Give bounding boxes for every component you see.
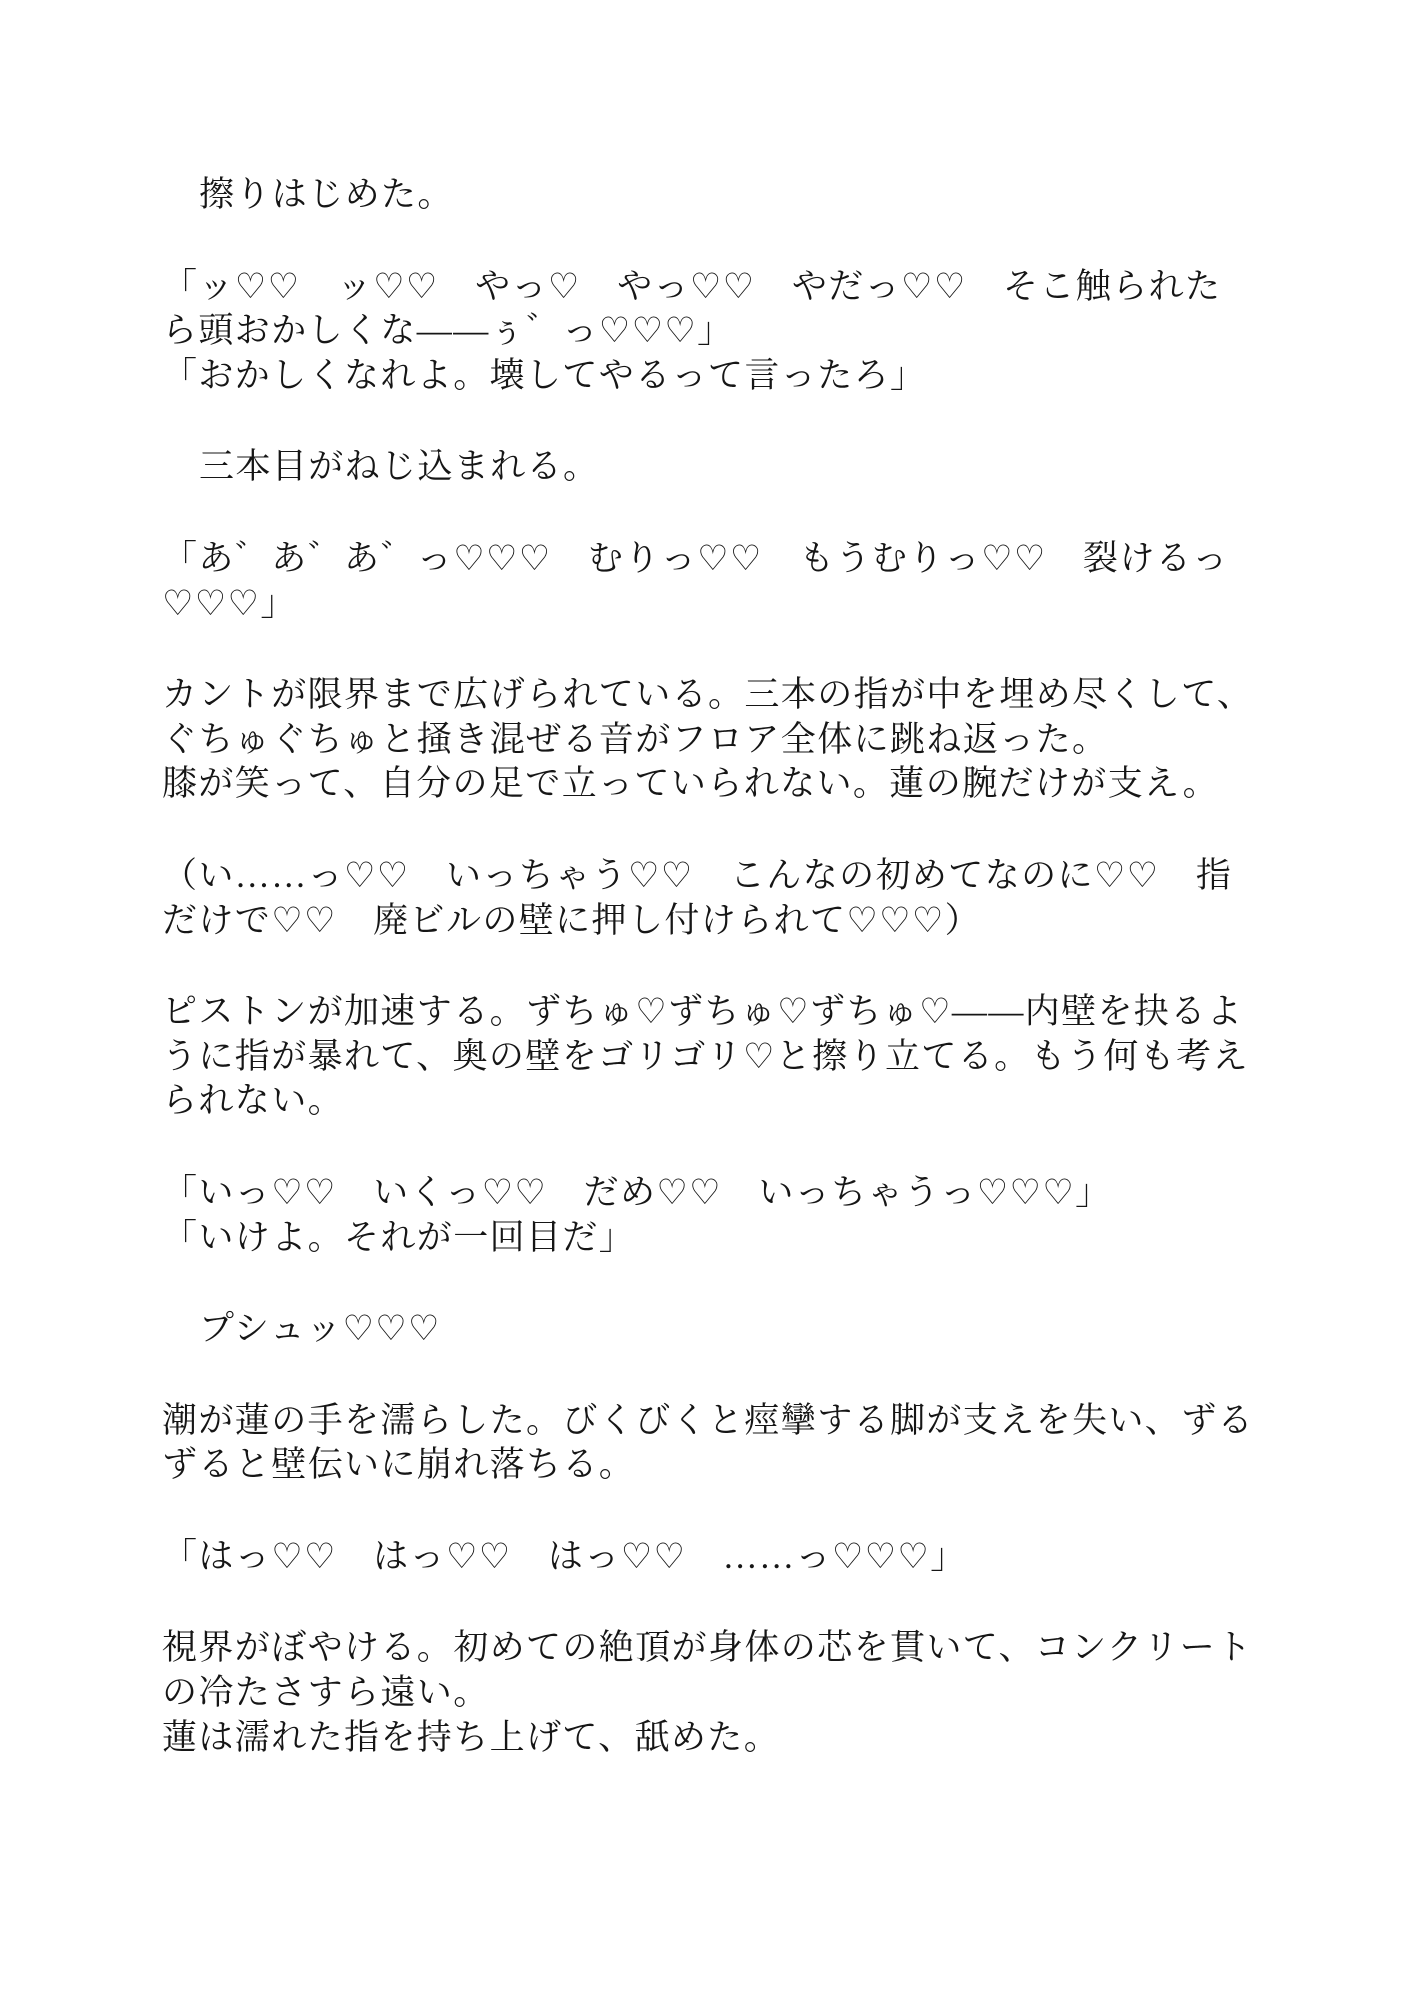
text-line: 視界がぼやける。初めての絶頂が身体の芯を貫いて、コンクリート: [162, 1628, 1253, 1668]
text-line: うに指が暴れて、奥の壁をゴリゴリ♡と擦り立てる。もう何も考え: [162, 1036, 1249, 1076]
text-line: 蓮は濡れた指を持ち上げて、舐めた。: [162, 1717, 781, 1757]
text-line: 「ッ♡♡ ッ♡♡ やっ♡ やっ♡♡ やだっ♡♡ そこ触られた: [162, 266, 1222, 306]
text-line: の冷たさすら遠い。: [162, 1673, 490, 1713]
paragraph-block: [162, 1171, 1282, 1260]
text-line: 「はっ♡♡ はっ♡♡ はっ♡♡ ……っ♡♡♡」: [162, 1536, 967, 1576]
text-line: プシュッ♡♡♡: [199, 1309, 441, 1349]
paragraph-block: [162, 265, 1282, 399]
text-line: 三本目がねじ込まれる。: [199, 447, 600, 487]
text-line: 「おかしくなれよ。壊してやるって言ったろ」: [162, 355, 927, 395]
text-line: ぐちゅぐちゅと掻き混ぜる音がフロア全体に跳ね返った。: [162, 719, 1109, 759]
paragraph-block: [162, 1626, 1282, 1760]
document-page: [162, 173, 1282, 1760]
text-line: （い……っ♡♡ いっちゃう♡♡ こんなの初めてなのに♡♡ 指: [162, 855, 1233, 895]
text-line: ずると壁伝いに崩れ落ちる。: [162, 1445, 636, 1485]
text-line: 「あ゛あ゛あ゛っ♡♡♡ むりっ♡♡ もうむりっ♡♡ 裂けるっ: [162, 538, 1229, 578]
text-line: 擦りはじめた。: [199, 175, 454, 214]
text-line: だけで♡♡ 廃ビルの壁に押し付けられて♡♡♡）: [162, 900, 982, 940]
paragraph-block: [162, 445, 1282, 490]
paragraph-block: [162, 537, 1282, 626]
paragraph-block: [162, 673, 1282, 807]
text-line: ピストンが加速する。ずちゅ♡ずちゅ♡ずちゅ♡——内壁を抉るよ: [162, 992, 1244, 1032]
paragraph-block: [162, 1399, 1282, 1488]
text-line: 潮が蓮の手を濡らした。びくびくと痙攣する脚が支えを失い、ずる: [162, 1400, 1255, 1440]
paragraph-block: [162, 1535, 1282, 1580]
text-line: 膝が笑って、自分の足で立っていられない。蓮の腕だけが支え。: [162, 764, 1220, 804]
paragraph-block: [162, 990, 1282, 1124]
text-line: ら頭おかしくな——ぅ゛っ♡♡♡」: [162, 311, 734, 351]
text-line: ♡♡♡」: [162, 583, 297, 623]
text-line: 「いっ♡♡ いくっ♡♡ だめ♡♡ いっちゃうっ♡♡♡」: [162, 1172, 1112, 1212]
text-line: カントが限界まで広げられている。三本の指が中を埋め尽くして、: [162, 675, 1254, 715]
paragraph-block: [162, 1307, 1282, 1352]
paragraph-block: [162, 854, 1282, 943]
text-line: 「いけよ。それが一回目だ」: [162, 1217, 636, 1257]
paragraph-block: [162, 173, 1282, 218]
text-line: られない。: [162, 1081, 345, 1121]
